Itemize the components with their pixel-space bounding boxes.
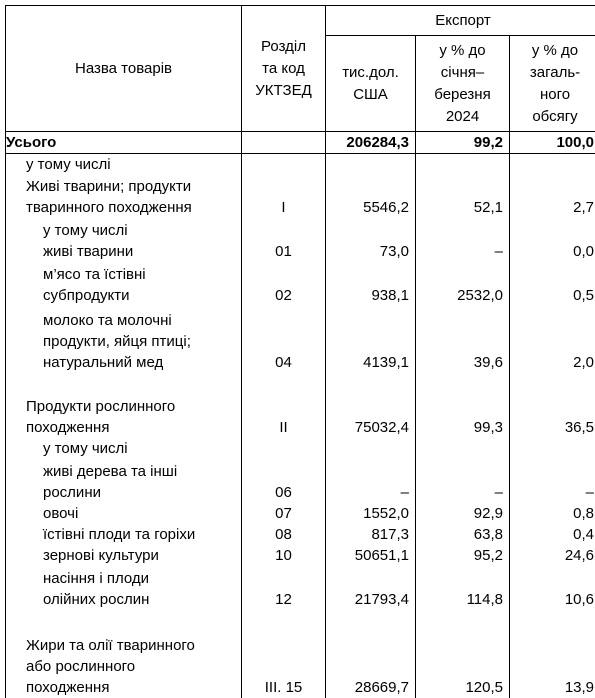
- row-pct-prev: 92,9: [416, 503, 510, 524]
- header-export: Експорт: [326, 6, 595, 36]
- row-name: зернові культури: [6, 545, 242, 566]
- row-pct-total: [510, 438, 595, 459]
- table-row: [6, 610, 595, 631]
- row-name: у тому числі: [6, 154, 242, 176]
- row-name: у тому числі живі тварини: [6, 218, 242, 262]
- row-name: молоко та молочні продукти, яйця птиці; натуральний мед: [6, 306, 242, 373]
- row-pct-total: 100,0: [510, 132, 595, 154]
- row-pct-total: –: [510, 459, 595, 503]
- row-name: живі дерева та інші рослини: [6, 459, 242, 503]
- row-pct-total: 13,9: [510, 631, 595, 698]
- row-name: овочі: [6, 503, 242, 524]
- row-code: [242, 154, 326, 176]
- row-pct-total: 2,0: [510, 306, 595, 373]
- row-code: [242, 610, 326, 631]
- row-pct-prev: –: [416, 459, 510, 503]
- row-code: III. 15: [242, 631, 326, 698]
- row-value: [326, 154, 416, 176]
- table-row: [6, 132, 595, 154]
- row-code: 04: [242, 306, 326, 373]
- row-pct-prev: 95,2: [416, 545, 510, 566]
- row-value: [326, 610, 416, 631]
- row-pct-total: 36,5: [510, 394, 595, 438]
- table-row: [6, 262, 595, 306]
- row-pct-total: [510, 373, 595, 394]
- row-value: –: [326, 459, 416, 503]
- row-value: 938,1: [326, 262, 416, 306]
- row-value: 1552,0: [326, 503, 416, 524]
- row-pct-total: 10,6: [510, 566, 595, 610]
- row-pct-prev: 2532,0: [416, 262, 510, 306]
- header-name: Назва товарів: [6, 6, 242, 132]
- row-code: 08: [242, 524, 326, 545]
- row-value: [326, 373, 416, 394]
- table-body: [6, 132, 595, 698]
- row-code: II: [242, 394, 326, 438]
- row-value: 206284,3: [326, 132, 416, 154]
- row-value: 73,0: [326, 218, 416, 262]
- row-value: 817,3: [326, 524, 416, 545]
- row-name: Продукти рослинного походження: [6, 394, 242, 438]
- row-pct-total: 2,7: [510, 175, 595, 218]
- table-row: [6, 459, 595, 503]
- row-pct-total: 0,5: [510, 262, 595, 306]
- row-value: 21793,4: [326, 566, 416, 610]
- row-pct-prev: [416, 610, 510, 631]
- table-row: [6, 566, 595, 610]
- row-pct-prev: –: [416, 218, 510, 262]
- table-row: [6, 545, 595, 566]
- row-pct-prev: [416, 154, 510, 176]
- row-value: 4139,1: [326, 306, 416, 373]
- row-pct-total: 0,4: [510, 524, 595, 545]
- row-name: у тому числі: [6, 438, 242, 459]
- row-name: насіння і плоди олійних рослин: [6, 566, 242, 610]
- table-row: [6, 154, 595, 176]
- row-name: Жири та олії тваринного або рослинного походження: [6, 631, 242, 698]
- header-value: тис.дол. США: [326, 36, 416, 132]
- row-name: їстівні плоди та горіхи: [6, 524, 242, 545]
- row-code: 06: [242, 459, 326, 503]
- row-value: 5546,2: [326, 175, 416, 218]
- row-value: 50651,1: [326, 545, 416, 566]
- row-pct-prev: 120,5: [416, 631, 510, 698]
- row-pct-prev: 39,6: [416, 306, 510, 373]
- table-row: [6, 373, 595, 394]
- table-row: [6, 306, 595, 373]
- row-code: [242, 373, 326, 394]
- row-name: м’ясо та їстівні субпродукти: [6, 262, 242, 306]
- row-name: Живі тварини; продукти тваринного походження: [6, 175, 242, 218]
- row-name: [6, 373, 242, 394]
- table-row: [6, 394, 595, 438]
- row-value: 75032,4: [326, 394, 416, 438]
- table-row: [6, 438, 595, 459]
- row-code: 07: [242, 503, 326, 524]
- row-name: [6, 610, 242, 631]
- row-code: 10: [242, 545, 326, 566]
- row-pct-prev: 52,1: [416, 175, 510, 218]
- table-row: [6, 631, 595, 698]
- row-pct-prev: 114,8: [416, 566, 510, 610]
- table-row: [6, 524, 595, 545]
- row-name: Усього: [6, 132, 242, 154]
- row-code: 01: [242, 218, 326, 262]
- export-table: [5, 5, 595, 698]
- row-code: I: [242, 175, 326, 218]
- table-row: [6, 503, 595, 524]
- row-pct-total: [510, 610, 595, 631]
- row-pct-prev: 99,2: [416, 132, 510, 154]
- row-pct-prev: [416, 373, 510, 394]
- row-code: [242, 438, 326, 459]
- row-value: [326, 438, 416, 459]
- row-code: 12: [242, 566, 326, 610]
- row-code: 02: [242, 262, 326, 306]
- row-pct-prev: 99,3: [416, 394, 510, 438]
- row-pct-total: 0,0: [510, 218, 595, 262]
- table-row: [6, 175, 595, 218]
- row-value: 28669,7: [326, 631, 416, 698]
- table-row: [6, 218, 595, 262]
- header-code: Розділ та код УКТЗЕД: [242, 6, 326, 132]
- row-pct-total: 0,8: [510, 503, 595, 524]
- header-pct-total: у % до загаль- ного обсягу: [510, 36, 595, 132]
- row-pct-prev: [416, 438, 510, 459]
- row-pct-total: [510, 154, 595, 176]
- row-pct-total: 24,6: [510, 545, 595, 566]
- header-pct-prev: у % до січня– березня 2024: [416, 36, 510, 132]
- row-pct-prev: 63,8: [416, 524, 510, 545]
- row-code: [242, 132, 326, 154]
